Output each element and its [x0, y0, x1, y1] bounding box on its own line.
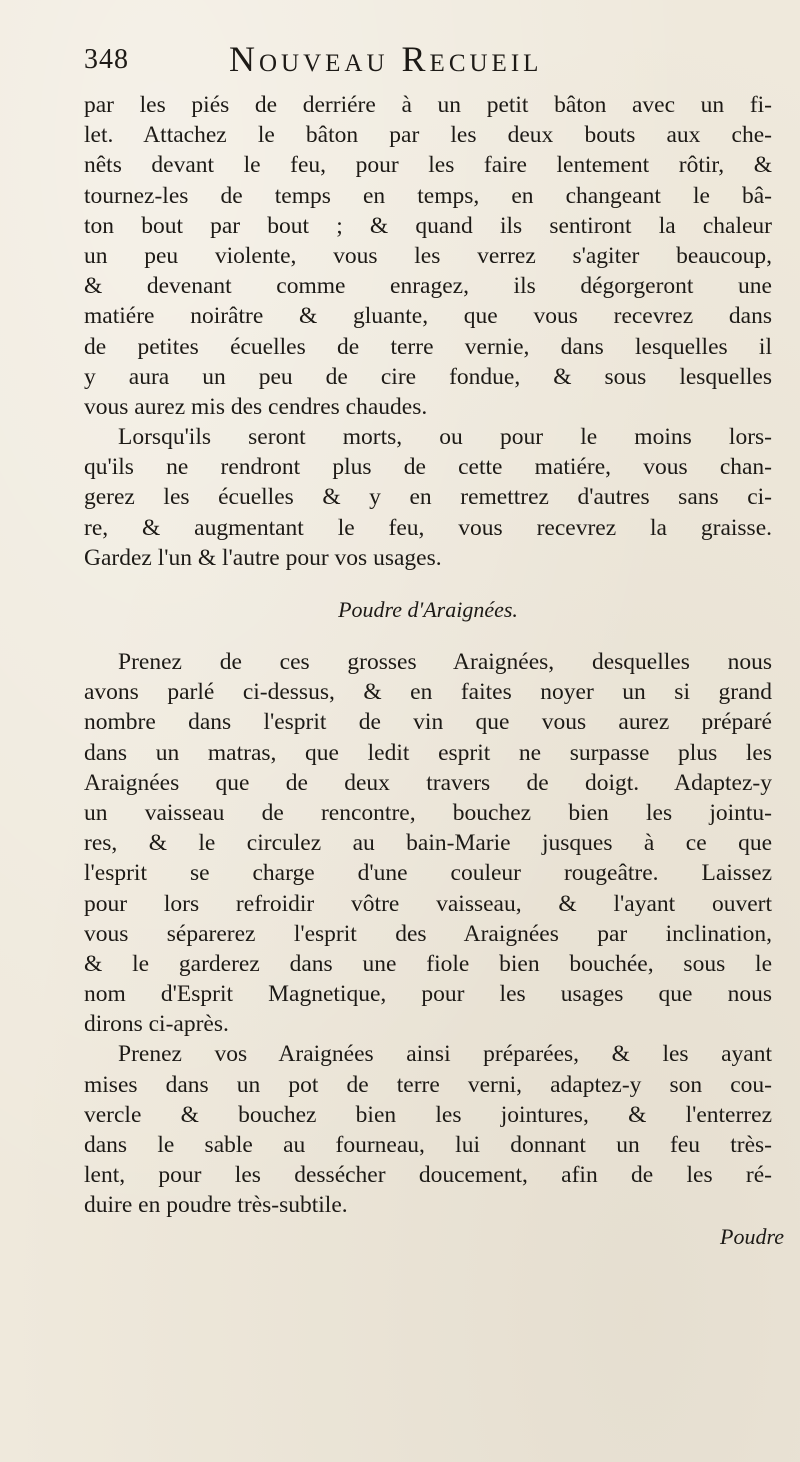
section-heading: Poudre d'Araignées. — [338, 597, 518, 622]
text-line: tournez-les de temps en temps, en changeant le bâ- — [84, 182, 772, 209]
text-line: par les piés de derriére à un petit bâton avec un fi- — [84, 92, 772, 118]
text-line: de petites écuelles de terre vernie, dans lesquelles il — [84, 333, 772, 360]
text-line: l'esprit se charge d'une couleur rougeâtre. Laissez — [84, 860, 772, 887]
paragraph-2 — [84, 422, 800, 573]
text-line: vous séparerez l'esprit des Araignées par inclination, — [84, 920, 772, 947]
text-line: vous aurez mis des cendres chaudes. — [84, 393, 428, 420]
page-number: 348 — [84, 44, 129, 75]
text-line: Lorsqu'ils seront morts, ou pour le moins lors- — [118, 424, 772, 451]
text-line: qu'ils ne rendront plus de cette matiére, vous chan- — [84, 454, 772, 481]
body-text — [84, 90, 800, 1253]
catchword: Poudre — [720, 1223, 784, 1249]
text-line: gerez les écuelles & y en remettrez d'autres sans ci- — [84, 484, 772, 511]
text-line: dans le sable au fourneau, lui donnant un feu très- — [84, 1132, 772, 1158]
text-line: duire en poudre très-subtile. — [84, 1192, 348, 1219]
text-line: y aura un peu de cire fondue, & sous lesquelles — [84, 363, 772, 390]
text-line: matiére noirâtre & gluante, que vous recevrez dans — [84, 303, 772, 330]
text-line: nombre dans l'esprit de vin que vous aurez préparé — [84, 709, 772, 736]
text-line: nêts devant le feu, pour les faire lentement rôtir, & — [84, 152, 772, 179]
text-line: Prenez de ces grosses Araignées, desquelles nous — [118, 649, 772, 675]
text-line: nom d'Esprit Magnetique, pour les usages que nous — [84, 981, 772, 1008]
text-line: Gardez l'un & l'autre pour vos usages. — [84, 544, 442, 571]
text-line: Prenez vos Araignées ainsi préparées, & les ayant — [118, 1041, 772, 1068]
paragraph-4 — [84, 1039, 800, 1220]
text-line: un vaisseau de rencontre, bouchez bien les jointu- — [84, 799, 772, 826]
text-line: & le garderez dans une fiole bien bouchée, sous le — [84, 950, 772, 977]
text-line: re, & augmentant le feu, vous recevrez la graisse. — [84, 514, 772, 541]
text-line: mises dans un pot de terre verni, adaptez-y son cou- — [84, 1071, 772, 1098]
text-line: dirons ci-après. — [84, 1011, 229, 1038]
text-line: & devenant comme enragez, ils dégorgeront une — [84, 273, 772, 300]
page-header — [84, 38, 784, 82]
paragraph-3 — [84, 647, 800, 1039]
text-line: vercle & bouchez bien les jointures, & l'enterrez — [84, 1101, 772, 1128]
running-title: Nouveau Recueil — [229, 39, 543, 79]
text-line: Araignées que de deux travers de doigt. Adaptez-y — [84, 769, 772, 796]
text-line: ton bout par bout ; & quand ils sentiront la chaleur — [84, 212, 772, 239]
text-line: res, & le circulez au bain-Marie jusques à ce que — [84, 830, 772, 857]
text-line: lent, pour les dessécher doucement, afin de les ré- — [84, 1162, 772, 1189]
text-line: dans un matras, que ledit esprit ne surpasse plus les — [84, 739, 772, 766]
text-line: un peu violente, vous les verrez s'agiter beaucoup, — [84, 242, 772, 269]
paragraph-1 — [84, 90, 800, 422]
text-line: pour lors refroidir vôtre vaisseau, & l'ayant ouvert — [84, 890, 772, 917]
text-line: let. Attachez le bâton par les deux bouts aux che- — [84, 122, 772, 149]
text-line: avons parlé ci-dessus, & en faites noyer un si grand — [84, 679, 772, 706]
